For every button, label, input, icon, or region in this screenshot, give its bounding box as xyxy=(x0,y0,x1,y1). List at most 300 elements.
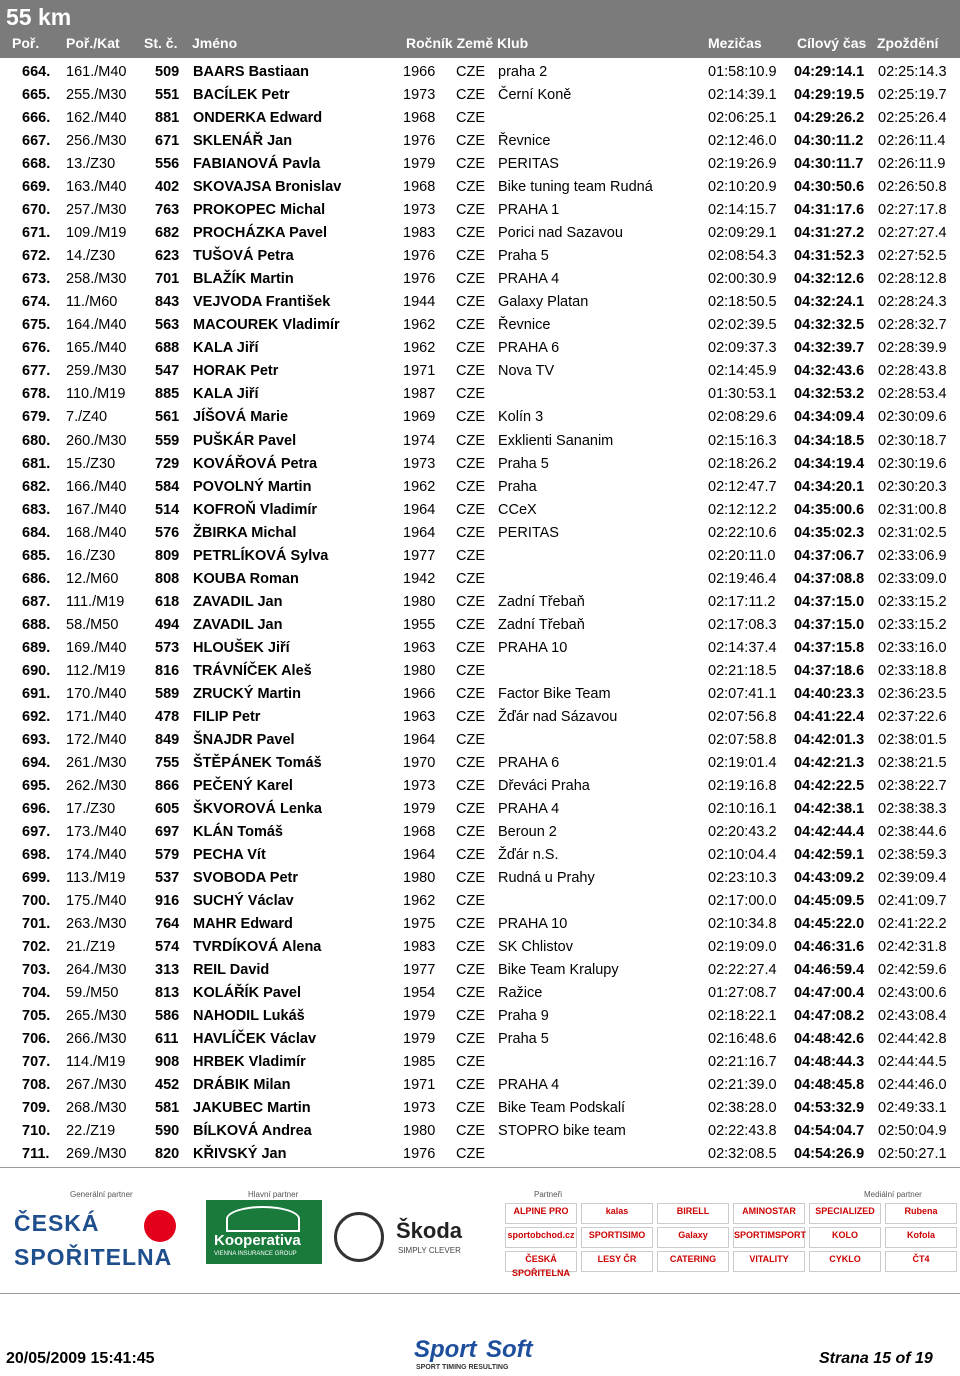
sponsor-logo: SPORTISIMO xyxy=(581,1227,653,1248)
finish-time: 04:46:31.6 xyxy=(794,939,865,956)
finish-time: 04:29:14.1 xyxy=(794,64,865,80)
rank: 695. xyxy=(22,777,51,794)
rank: 700. xyxy=(22,893,51,910)
time-behind: 02:33:16.0 xyxy=(878,639,947,656)
table-row xyxy=(0,867,960,890)
club: Rudná u Prahy xyxy=(498,870,595,887)
category-rank: 264./M30 xyxy=(66,962,127,979)
birth-year: 1971 xyxy=(403,363,436,380)
split-time: 02:18:22.1 xyxy=(708,1008,777,1025)
start-number: 611 xyxy=(155,1031,179,1048)
country: CZE xyxy=(456,317,485,334)
birth-year: 1966 xyxy=(403,685,436,702)
label-partners: Partneři xyxy=(534,1190,563,1199)
runner-name: DRÁBIK Milan xyxy=(193,1077,291,1094)
divider xyxy=(0,1167,960,1168)
birth-year: 1977 xyxy=(403,547,436,564)
table-row xyxy=(0,913,960,936)
rank: 704. xyxy=(22,985,51,1002)
category-rank: 12./M60 xyxy=(66,570,119,587)
sponsor-logo: VITALITY xyxy=(733,1251,805,1272)
start-number: 885 xyxy=(155,386,180,403)
birth-year: 1979 xyxy=(403,156,436,173)
runner-name: SKOVAJSA Bronislav xyxy=(193,179,342,196)
start-number: 866 xyxy=(155,777,180,794)
rank: 677. xyxy=(22,363,51,380)
runner-name: KOVÁŘOVÁ Petra xyxy=(193,455,318,472)
country: CZE xyxy=(456,363,485,380)
runner-name: ZAVADIL Jan xyxy=(193,616,283,633)
split-time: 01:58:10.9 xyxy=(708,64,777,80)
start-number: 574 xyxy=(155,939,180,956)
start-number: 509 xyxy=(155,64,180,80)
finish-time: 04:29:19.5 xyxy=(794,87,865,104)
rank: 687. xyxy=(22,593,51,610)
finish-time: 04:41:22.4 xyxy=(794,708,865,725)
start-number: 559 xyxy=(155,432,180,449)
category-rank: 266./M30 xyxy=(66,1031,127,1048)
time-behind: 02:27:17.8 xyxy=(878,202,947,219)
rank: 664. xyxy=(22,64,51,80)
split-time: 02:07:58.8 xyxy=(708,731,777,748)
sponsor-logo: Galaxy xyxy=(657,1227,729,1248)
birth-year: 1968 xyxy=(403,110,436,127)
split-time: 02:09:29.1 xyxy=(708,225,777,242)
rank: 702. xyxy=(22,939,51,956)
time-behind: 02:43:08.4 xyxy=(878,1008,947,1025)
time-behind: 02:28:12.8 xyxy=(878,271,947,288)
time-behind: 02:50:27.1 xyxy=(878,1146,947,1163)
finish-time: 04:45:09.5 xyxy=(794,893,865,910)
runner-name: SUCHÝ Václav xyxy=(193,893,294,910)
birth-year: 1962 xyxy=(403,317,436,334)
country: CZE xyxy=(456,570,485,587)
time-behind: 02:26:11.9 xyxy=(878,156,946,173)
rank: 707. xyxy=(22,1054,51,1071)
rank: 696. xyxy=(22,801,51,817)
label-media-partner: Mediální partner xyxy=(864,1190,922,1199)
birth-year: 1983 xyxy=(403,939,436,956)
category-rank: 22./Z19 xyxy=(66,1123,116,1140)
time-behind: 02:44:42.8 xyxy=(878,1031,947,1048)
rank: 686. xyxy=(22,570,51,587)
runner-name: ZAVADIL Jan xyxy=(193,593,283,610)
finish-time: 04:48:42.6 xyxy=(794,1031,865,1048)
club: Beroun 2 xyxy=(498,824,557,841)
runner-name: MAHR Edward xyxy=(193,916,293,933)
sponsor-logo: CYKLO xyxy=(809,1251,881,1272)
table-row xyxy=(0,844,960,867)
finish-time: 04:31:27.2 xyxy=(794,225,865,242)
category-rank: 168./M40 xyxy=(66,524,127,541)
time-behind: 02:38:22.7 xyxy=(878,777,947,794)
rank: 705. xyxy=(22,1008,51,1025)
start-number: 589 xyxy=(155,685,180,702)
runner-name: KALA Jiří xyxy=(193,340,259,357)
finish-time: 04:34:18.5 xyxy=(794,432,865,449)
split-time: 02:19:01.4 xyxy=(708,754,777,771)
split-time: 02:15:16.3 xyxy=(708,432,777,449)
category-rank: 21./Z19 xyxy=(66,939,116,956)
page-title: 55 km xyxy=(6,4,72,30)
start-number: 547 xyxy=(155,363,180,380)
country: CZE xyxy=(456,248,485,265)
start-number: 586 xyxy=(155,1008,180,1025)
time-behind: 02:43:00.6 xyxy=(878,985,947,1002)
category-rank: 257./M30 xyxy=(66,202,127,219)
club: Praha 5 xyxy=(498,1031,549,1048)
split-time: 02:17:00.0 xyxy=(708,893,777,910)
country: CZE xyxy=(456,524,485,541)
time-behind: 02:28:24.3 xyxy=(878,294,947,311)
country: CZE xyxy=(456,501,485,518)
finish-time: 04:32:12.6 xyxy=(794,271,865,288)
time-behind: 02:41:09.7 xyxy=(878,893,947,910)
club: Ražice xyxy=(498,985,543,1002)
table-row xyxy=(0,637,960,660)
start-number: 313 xyxy=(155,962,180,979)
runner-name: SVOBODA Petr xyxy=(193,870,299,887)
split-time: 02:09:37.3 xyxy=(708,340,777,357)
birth-year: 1973 xyxy=(403,1100,436,1117)
birth-year: 1985 xyxy=(403,1054,436,1071)
split-time: 02:08:54.3 xyxy=(708,248,777,265)
country: CZE xyxy=(456,179,485,196)
col-header-st: St. č. xyxy=(144,35,178,51)
birth-year: 1980 xyxy=(403,662,436,679)
finish-time: 04:37:18.6 xyxy=(794,662,865,679)
table-row xyxy=(0,291,960,314)
country: CZE xyxy=(456,1031,485,1048)
start-number: 551 xyxy=(155,87,180,104)
category-rank: 111./M19 xyxy=(66,593,125,610)
start-number: 584 xyxy=(155,478,180,495)
birth-year: 1954 xyxy=(403,985,436,1002)
rank: 684. xyxy=(22,524,51,541)
split-time: 02:20:43.2 xyxy=(708,824,777,841)
table-row xyxy=(0,1028,960,1051)
kooperativa-sub: VIENNA INSURANCE GROUP xyxy=(214,1251,297,1257)
category-rank: 258./M30 xyxy=(66,271,127,288)
sponsor-logo: sportobchod.cz xyxy=(505,1227,577,1248)
birth-year: 1962 xyxy=(403,893,436,910)
category-rank: 172./M40 xyxy=(66,731,127,748)
table-row xyxy=(0,360,960,383)
time-behind: 02:33:09.0 xyxy=(878,570,947,587)
start-number: 764 xyxy=(155,916,180,933)
rank: 669. xyxy=(22,179,51,196)
time-behind: 02:26:11.4 xyxy=(878,133,946,150)
time-behind: 02:33:18.8 xyxy=(878,662,947,679)
rank: 709. xyxy=(22,1100,51,1117)
club: PRAHA 4 xyxy=(498,1077,560,1094)
birth-year: 1973 xyxy=(403,202,436,219)
runner-name: KOLÁŘÍK Pavel xyxy=(193,985,301,1002)
split-time: 02:14:45.9 xyxy=(708,363,777,380)
club: PRAHA 4 xyxy=(498,801,560,817)
club: Nova TV xyxy=(498,363,555,380)
rank: 706. xyxy=(22,1031,51,1048)
birth-year: 1963 xyxy=(403,708,436,725)
time-behind: 02:28:53.4 xyxy=(878,386,947,403)
sponsor-logo: kalas xyxy=(581,1203,653,1224)
start-number: 881 xyxy=(155,110,180,127)
country: CZE xyxy=(456,754,485,771)
category-rank: 16./Z30 xyxy=(66,547,116,564)
finish-time: 04:37:06.7 xyxy=(794,547,865,564)
finish-time: 04:42:44.4 xyxy=(794,824,865,841)
split-time: 02:08:29.6 xyxy=(708,409,777,426)
runner-name: ŠTĚPÁNEK Tomáš xyxy=(193,754,322,771)
runner-name: HRBEK Vladimír xyxy=(193,1054,306,1071)
club: PERITAS xyxy=(498,524,559,541)
time-behind: 02:33:06.9 xyxy=(878,547,947,564)
runner-name: PEČENÝ Karel xyxy=(193,777,293,794)
table-row xyxy=(0,1051,960,1074)
cs-line1: ČESKÁ xyxy=(14,1210,100,1236)
country: CZE xyxy=(456,1123,485,1140)
start-number: 590 xyxy=(155,1123,180,1140)
start-number: 537 xyxy=(155,870,180,887)
start-number: 813 xyxy=(155,985,180,1002)
table-row xyxy=(0,821,960,844)
club: Exklienti Sananim xyxy=(498,432,614,449)
split-time: 02:02:39.5 xyxy=(708,317,777,334)
time-behind: 02:37:22.6 xyxy=(878,708,947,725)
rank: 694. xyxy=(22,754,51,771)
country: CZE xyxy=(456,777,485,794)
birth-year: 1983 xyxy=(403,225,436,242)
category-rank: 268./M30 xyxy=(66,1100,127,1117)
birth-year: 1964 xyxy=(403,501,436,518)
split-time: 02:32:08.5 xyxy=(708,1146,777,1163)
time-behind: 02:39:09.4 xyxy=(878,870,947,887)
split-time: 02:12:12.2 xyxy=(708,501,777,518)
club: PRAHA 10 xyxy=(498,916,568,933)
runner-name: PROKOPEC Michal xyxy=(193,202,326,219)
split-time: 02:06:25.1 xyxy=(708,110,777,127)
country: CZE xyxy=(456,156,485,173)
table-row xyxy=(0,706,960,729)
runner-name: TUŠOVÁ Petra xyxy=(193,248,294,265)
club: praha 2 xyxy=(498,64,548,80)
split-time: 02:22:27.4 xyxy=(708,962,777,979)
club: Zadní Třebaň xyxy=(498,593,585,610)
country: CZE xyxy=(456,1100,485,1117)
sportsoft-part-b: Soft xyxy=(486,1336,533,1363)
runner-name: NAHODIL Lukáš xyxy=(193,1008,305,1025)
col-header-cil: Cílový čas xyxy=(797,35,867,51)
category-rank: 162./M40 xyxy=(66,110,127,127)
category-rank: 171./M40 xyxy=(66,708,127,725)
skoda-name: Škoda xyxy=(396,1218,463,1243)
club: Zadní Třebaň xyxy=(498,616,585,633)
country: CZE xyxy=(456,593,485,610)
birth-year: 1979 xyxy=(403,801,436,817)
split-time: 02:14:37.4 xyxy=(708,639,777,656)
country: CZE xyxy=(456,87,485,104)
finish-time: 04:37:08.8 xyxy=(794,570,865,587)
table-row xyxy=(0,476,960,499)
category-rank: 58./M50 xyxy=(66,616,119,633)
split-time: 02:19:16.8 xyxy=(708,777,777,794)
split-time: 02:18:26.2 xyxy=(708,455,777,472)
table-row xyxy=(0,798,960,821)
sportsoft-part-a: Sport xyxy=(414,1336,477,1363)
start-number: 556 xyxy=(155,156,180,173)
split-time: 02:22:10.6 xyxy=(708,524,777,541)
sponsor-logo: SPORTIMSPORT xyxy=(733,1227,805,1248)
category-rank: 109./M19 xyxy=(66,225,127,242)
table-row xyxy=(0,752,960,775)
split-time: 02:10:34.8 xyxy=(708,916,777,933)
club: CCeX xyxy=(498,501,537,518)
col-header-name: Jméno xyxy=(192,35,238,51)
finish-time: 04:40:23.3 xyxy=(794,685,865,702)
table-row xyxy=(0,545,960,568)
split-time: 02:22:43.8 xyxy=(708,1123,777,1140)
rank: 681. xyxy=(22,455,51,472)
birth-year: 1980 xyxy=(403,870,436,887)
rank: 701. xyxy=(22,916,51,933)
start-number: 916 xyxy=(155,893,180,910)
rank: 674. xyxy=(22,294,51,311)
start-number: 576 xyxy=(155,524,180,541)
start-number: 820 xyxy=(155,1146,180,1163)
country: CZE xyxy=(456,916,485,933)
results-table xyxy=(0,61,960,1167)
country: CZE xyxy=(456,64,485,80)
table-row xyxy=(0,199,960,222)
rank: 711. xyxy=(22,1146,50,1163)
country: CZE xyxy=(456,1146,485,1163)
runner-name: KLÁN Tomáš xyxy=(193,824,283,841)
split-time: 02:17:11.2 xyxy=(708,593,776,610)
finish-time: 04:47:00.4 xyxy=(794,985,865,1002)
birth-year: 1976 xyxy=(403,271,436,288)
table-row xyxy=(0,1120,960,1143)
finish-time: 04:32:53.2 xyxy=(794,386,865,403)
table-row xyxy=(0,499,960,522)
finish-time: 04:37:15.0 xyxy=(794,616,865,633)
page-number: Strana 15 of 19 xyxy=(819,1350,933,1367)
finish-time: 04:32:32.5 xyxy=(794,317,865,334)
rank: 708. xyxy=(22,1077,51,1094)
rank: 678. xyxy=(22,386,51,403)
finish-time: 04:37:15.8 xyxy=(794,639,865,656)
split-time: 02:38:28.0 xyxy=(708,1100,777,1117)
start-number: 402 xyxy=(155,179,180,196)
runner-name: PETRLÍKOVÁ Sylva xyxy=(193,547,329,564)
club: PRAHA 1 xyxy=(498,202,560,219)
finish-time: 04:45:22.0 xyxy=(794,916,865,933)
category-rank: 173./M40 xyxy=(66,824,127,841)
club: PRAHA 6 xyxy=(498,340,560,357)
sponsor-logo: ALPINE PRO xyxy=(505,1203,577,1224)
club: Porici nad Sazavou xyxy=(498,225,623,242)
country: CZE xyxy=(456,662,485,679)
category-rank: 59./M50 xyxy=(66,985,119,1002)
table-row xyxy=(0,591,960,614)
category-rank: 261./M30 xyxy=(66,754,127,771)
col-header-kat: Poř./Kat xyxy=(66,35,120,51)
rank: 670. xyxy=(22,202,51,219)
table-row xyxy=(0,775,960,798)
runner-name: KOFROŇ Vladimír xyxy=(193,501,318,518)
category-rank: 263./M30 xyxy=(66,916,127,933)
runner-name: TVRDÍKOVÁ Alena xyxy=(193,939,322,956)
table-row xyxy=(0,176,960,199)
runner-name: SKLENÁŘ Jan xyxy=(193,133,293,150)
country: CZE xyxy=(456,1008,485,1025)
rank: 699. xyxy=(22,870,51,887)
table-row xyxy=(0,406,960,429)
club: PRAHA 10 xyxy=(498,639,568,656)
time-behind: 02:33:15.2 xyxy=(878,593,947,610)
finish-time: 04:32:24.1 xyxy=(794,294,865,311)
finish-time: 04:42:59.1 xyxy=(794,847,865,864)
finish-time: 04:31:17.6 xyxy=(794,202,865,219)
finish-time: 04:43:09.2 xyxy=(794,870,865,887)
runner-name: ZRUCKÝ Martin xyxy=(193,685,301,702)
time-behind: 02:42:59.6 xyxy=(878,962,947,979)
category-rank: 170./M40 xyxy=(66,685,127,702)
finish-time: 04:31:52.3 xyxy=(794,248,865,265)
birth-year: 1944 xyxy=(403,294,436,311)
table-row xyxy=(0,383,960,406)
start-number: 478 xyxy=(155,708,180,725)
split-time: 02:10:20.9 xyxy=(708,179,777,196)
runner-name: BLAŽÍK Martin xyxy=(193,271,294,288)
start-number: 494 xyxy=(155,616,180,633)
label-main-partner: Hlavní partner xyxy=(248,1190,299,1199)
start-number: 561 xyxy=(155,409,180,426)
category-rank: 11./M60 xyxy=(66,294,118,311)
table-row xyxy=(0,522,960,545)
sponsor-logo: SPECIALIZED xyxy=(809,1203,881,1224)
category-rank: 17./Z30 xyxy=(66,801,116,817)
cs-line2: SPOŘITELNA xyxy=(14,1244,173,1270)
runner-name: HAVLÍČEK Václav xyxy=(193,1031,317,1048)
time-behind: 02:27:52.5 xyxy=(878,248,947,265)
category-rank: 259./M30 xyxy=(66,363,127,380)
birth-year: 1977 xyxy=(403,962,436,979)
club: Řevnice xyxy=(498,317,551,334)
start-number: 605 xyxy=(155,801,180,817)
club: Dřeváci Praha xyxy=(498,777,590,794)
start-number: 623 xyxy=(155,248,180,265)
birth-year: 1966 xyxy=(403,64,436,80)
runner-name: VEJVODA František xyxy=(193,294,331,311)
sponsor-logo: Rubena xyxy=(885,1203,957,1224)
time-behind: 02:38:59.3 xyxy=(878,847,947,864)
runner-name: ŠNAJDR Pavel xyxy=(193,731,295,748)
split-time: 02:00:30.9 xyxy=(708,271,777,288)
club: PRAHA 6 xyxy=(498,754,560,771)
table-row xyxy=(0,61,960,84)
category-rank: 113./M19 xyxy=(66,870,126,887)
runner-name: PECHA Vít xyxy=(193,847,266,864)
rank: 682. xyxy=(22,478,51,495)
club: Kolín 3 xyxy=(498,409,544,426)
split-time: 02:18:50.5 xyxy=(708,294,777,311)
time-behind: 02:36:23.5 xyxy=(878,685,947,702)
category-rank: 114./M19 xyxy=(66,1054,126,1071)
country: CZE xyxy=(456,340,485,357)
birth-year: 1964 xyxy=(403,731,436,748)
category-rank: 112./M19 xyxy=(66,662,126,679)
time-behind: 02:50:04.9 xyxy=(878,1123,947,1140)
